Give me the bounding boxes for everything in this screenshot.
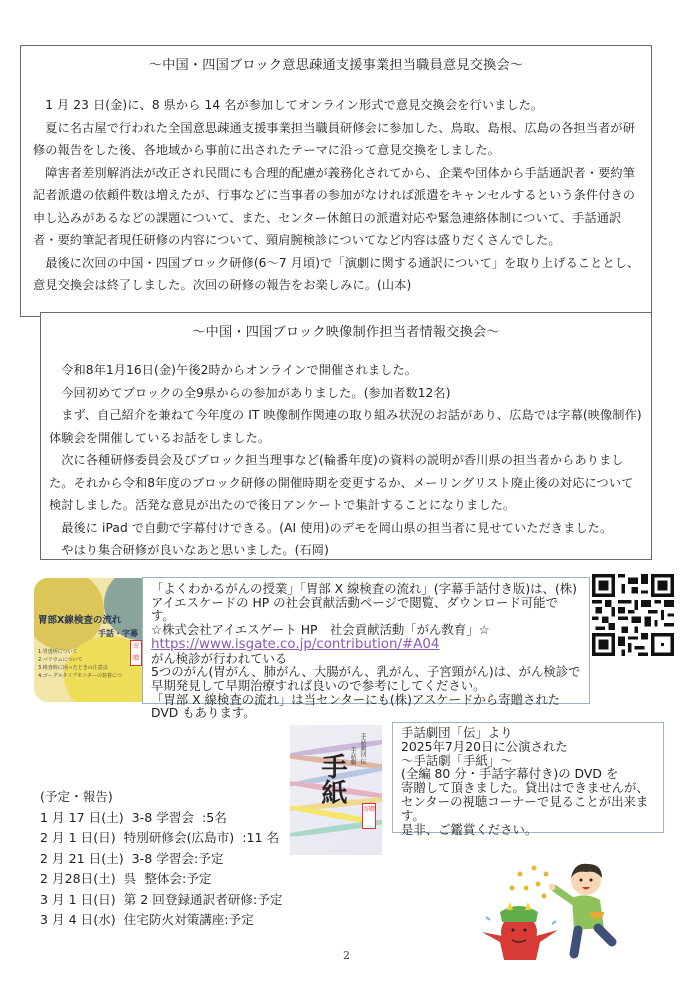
info-text: センターの視聴コーナーで見ることが出来ます。 <box>401 793 649 823</box>
paragraph: 1 月 23 日(金)に、8 県から 14 名が参加してオンライン形式で意見交換会を行いました。 <box>45 98 544 112</box>
info-text: 是非、ご鑑賞ください。 <box>401 821 538 837</box>
paragraph: 最後に次回の中国・四国ブロック研修(6～7 月頃)で「演劇に関する通訳について」を取り上げることとし、意見交換会は終了しました。次回の研修の報告をお楽しみに。(山本) <box>33 255 640 292</box>
paragraph: 最後に iPad で自動で字幕付けできる。(AI 使用)のデモを岡山県の担当者に見せていただきました。 <box>61 520 613 535</box>
section-title: ～中国・四国ブロック意思疎通支援事業担当職員意見交換会～ <box>148 58 524 73</box>
info-text: 2025年7月20日に公演された <box>401 738 568 754</box>
dvd-cover-tegami-image <box>290 725 382 855</box>
cover-line: 1.胃透析について <box>38 649 78 655</box>
paragraph: 次に各種研修委員会及びブロック担当理事など(輪番年度)の資料の説明が香川県の担当者からありました。それから令和8年度のブロック研修の開催時期を変更するか、メーリングリスト廃止後の対応について検討しました。活発な意見が出たので後日アンケートで集計することになりました。 <box>49 453 634 512</box>
info-text: 寄贈して頂きました。貸出はできませんが、 <box>401 780 649 796</box>
info-text: 「よくわかるがんの授業」「胃部 X 線検査の流れ」(字幕手話付き版)は、(株)アイエスケードの HP の社会貢献活動ページで閲覧、ダウンロード可能です。 <box>151 581 578 624</box>
info-text: (全編 80 分・手話字幕付き)の DVD を <box>401 766 619 782</box>
cover-title: 胃部X線検査の流れ <box>38 615 122 626</box>
paragraph: まず、自己紹介を兼ねて今年度の IT 映像制作関連の取り組み状況のお話があり、広島では字幕(映像制作)体験会を開催しているお話をしました。 <box>49 408 642 445</box>
meeting-report-box-1 <box>20 45 652 317</box>
cover-label: 手話劇 <box>349 747 356 765</box>
schedule-item: 1 月 17 日(土) 3-8 学習会 :5名 <box>40 809 227 825</box>
section-title: ～中国・四国ブロック映像制作担当者情報交換会～ <box>192 325 500 340</box>
schedule-list <box>40 787 282 931</box>
paragraph: 今回初めてブロックの全9県からの参加がありました。(参加者数12名) <box>61 385 451 400</box>
dvd-donation-info-box <box>392 722 664 837</box>
cover-troupe: 手話劇団 伝 <box>359 733 366 765</box>
meeting-report-box-2 <box>40 312 652 560</box>
cover-line: 4.ゴーグルタイプモニターの装着につ <box>38 673 122 679</box>
info-text: ～手話劇「手紙」～ <box>401 752 513 768</box>
donation-badge: 寄贈 <box>362 803 376 829</box>
dvd-cover-stomach-xray-image <box>34 578 154 702</box>
paragraph: 令和8年1月16日(金)午後2時からオンラインで開催されました。 <box>61 363 417 377</box>
schedule-heading: (予定・報告) <box>40 789 113 804</box>
setsubun-bean-throwing-illustration-icon <box>462 850 622 970</box>
cover-contents <box>38 648 122 680</box>
info-text: 手話劇団「伝」より <box>401 725 513 740</box>
paragraph: やはり集合研修が良いなあと思いました。(石岡) <box>61 543 329 557</box>
schedule-item: 2 月 21 日(土) 3-8 学習会:予定 <box>40 850 224 866</box>
schedule-item: 2 月 1 日(日) 特別研修会(広島市) :11 名 <box>40 830 280 845</box>
cover-title: 手紙 <box>317 753 347 805</box>
info-text: 「胃部 X 線検査の流れ」は当センターにも(株)アスケードから寄贈された DVD もあります。 <box>151 691 561 721</box>
donation-badge: 寄贈 <box>130 640 142 666</box>
schedule-item: 3 月 4 日(水) 住宅防火対策講座:予定 <box>40 912 254 927</box>
info-text: がん検診が行われている <box>151 650 288 666</box>
cover-line: 3.検査時に困ったときの注意点 <box>38 665 108 671</box>
cover-subtitle: 手話・字幕 <box>98 629 138 638</box>
cancer-education-info-box <box>142 577 590 721</box>
schedule-item: 2 月28日(土) 呉 整体会:予定 <box>40 871 212 886</box>
paragraph: 夏に名古屋で行われた全国意思疎通支援事業担当職員研修会に参加した、鳥取、島根、広島の各担当者が研修の報告をした後、各地域から事前に出されたテーマに沿って意見交換をしました。 <box>33 120 635 157</box>
paragraph: 障害者差別解消法が改正され民間にも合理的配慮が義務化されてから、企業や団体から手話通訳者・要約筆記者派遣の依頼件数は増えたが、行事などに当事者の参加がなければ派遣をキャンセルするという条件付きの申し込みがあるなどの課題について、また、センター休館日の派遣対応や緊急連絡体制について、手話通訳者・要約筆記者現任研修の内容について、頸肩腕検診についてなど内容は盛りだくさんでした。 <box>33 165 636 247</box>
info-text: ☆株式会社アイエスゲート HP 社会貢献活動「がん教育」☆ <box>151 622 490 638</box>
cover-line: 2.バリウムについて <box>38 657 83 663</box>
schedule-item: 3 月 1 日(日) 第 2 回登録通訳者研修:予定 <box>40 891 283 907</box>
section-body <box>33 94 643 297</box>
contribution-link[interactable]: https://www.isgate.co.jp/contribution/#A04 <box>151 636 440 652</box>
page-number: 2 <box>343 949 350 962</box>
qr-code-icon[interactable] <box>592 574 674 656</box>
info-text: 5つのがん(胃がん、肺がん、大腸がん、乳がん、子宮頸がん)は、がん検診で早期発見して早期治療すれば良いので参考にしてください。 <box>151 664 581 693</box>
section-body <box>49 359 643 562</box>
